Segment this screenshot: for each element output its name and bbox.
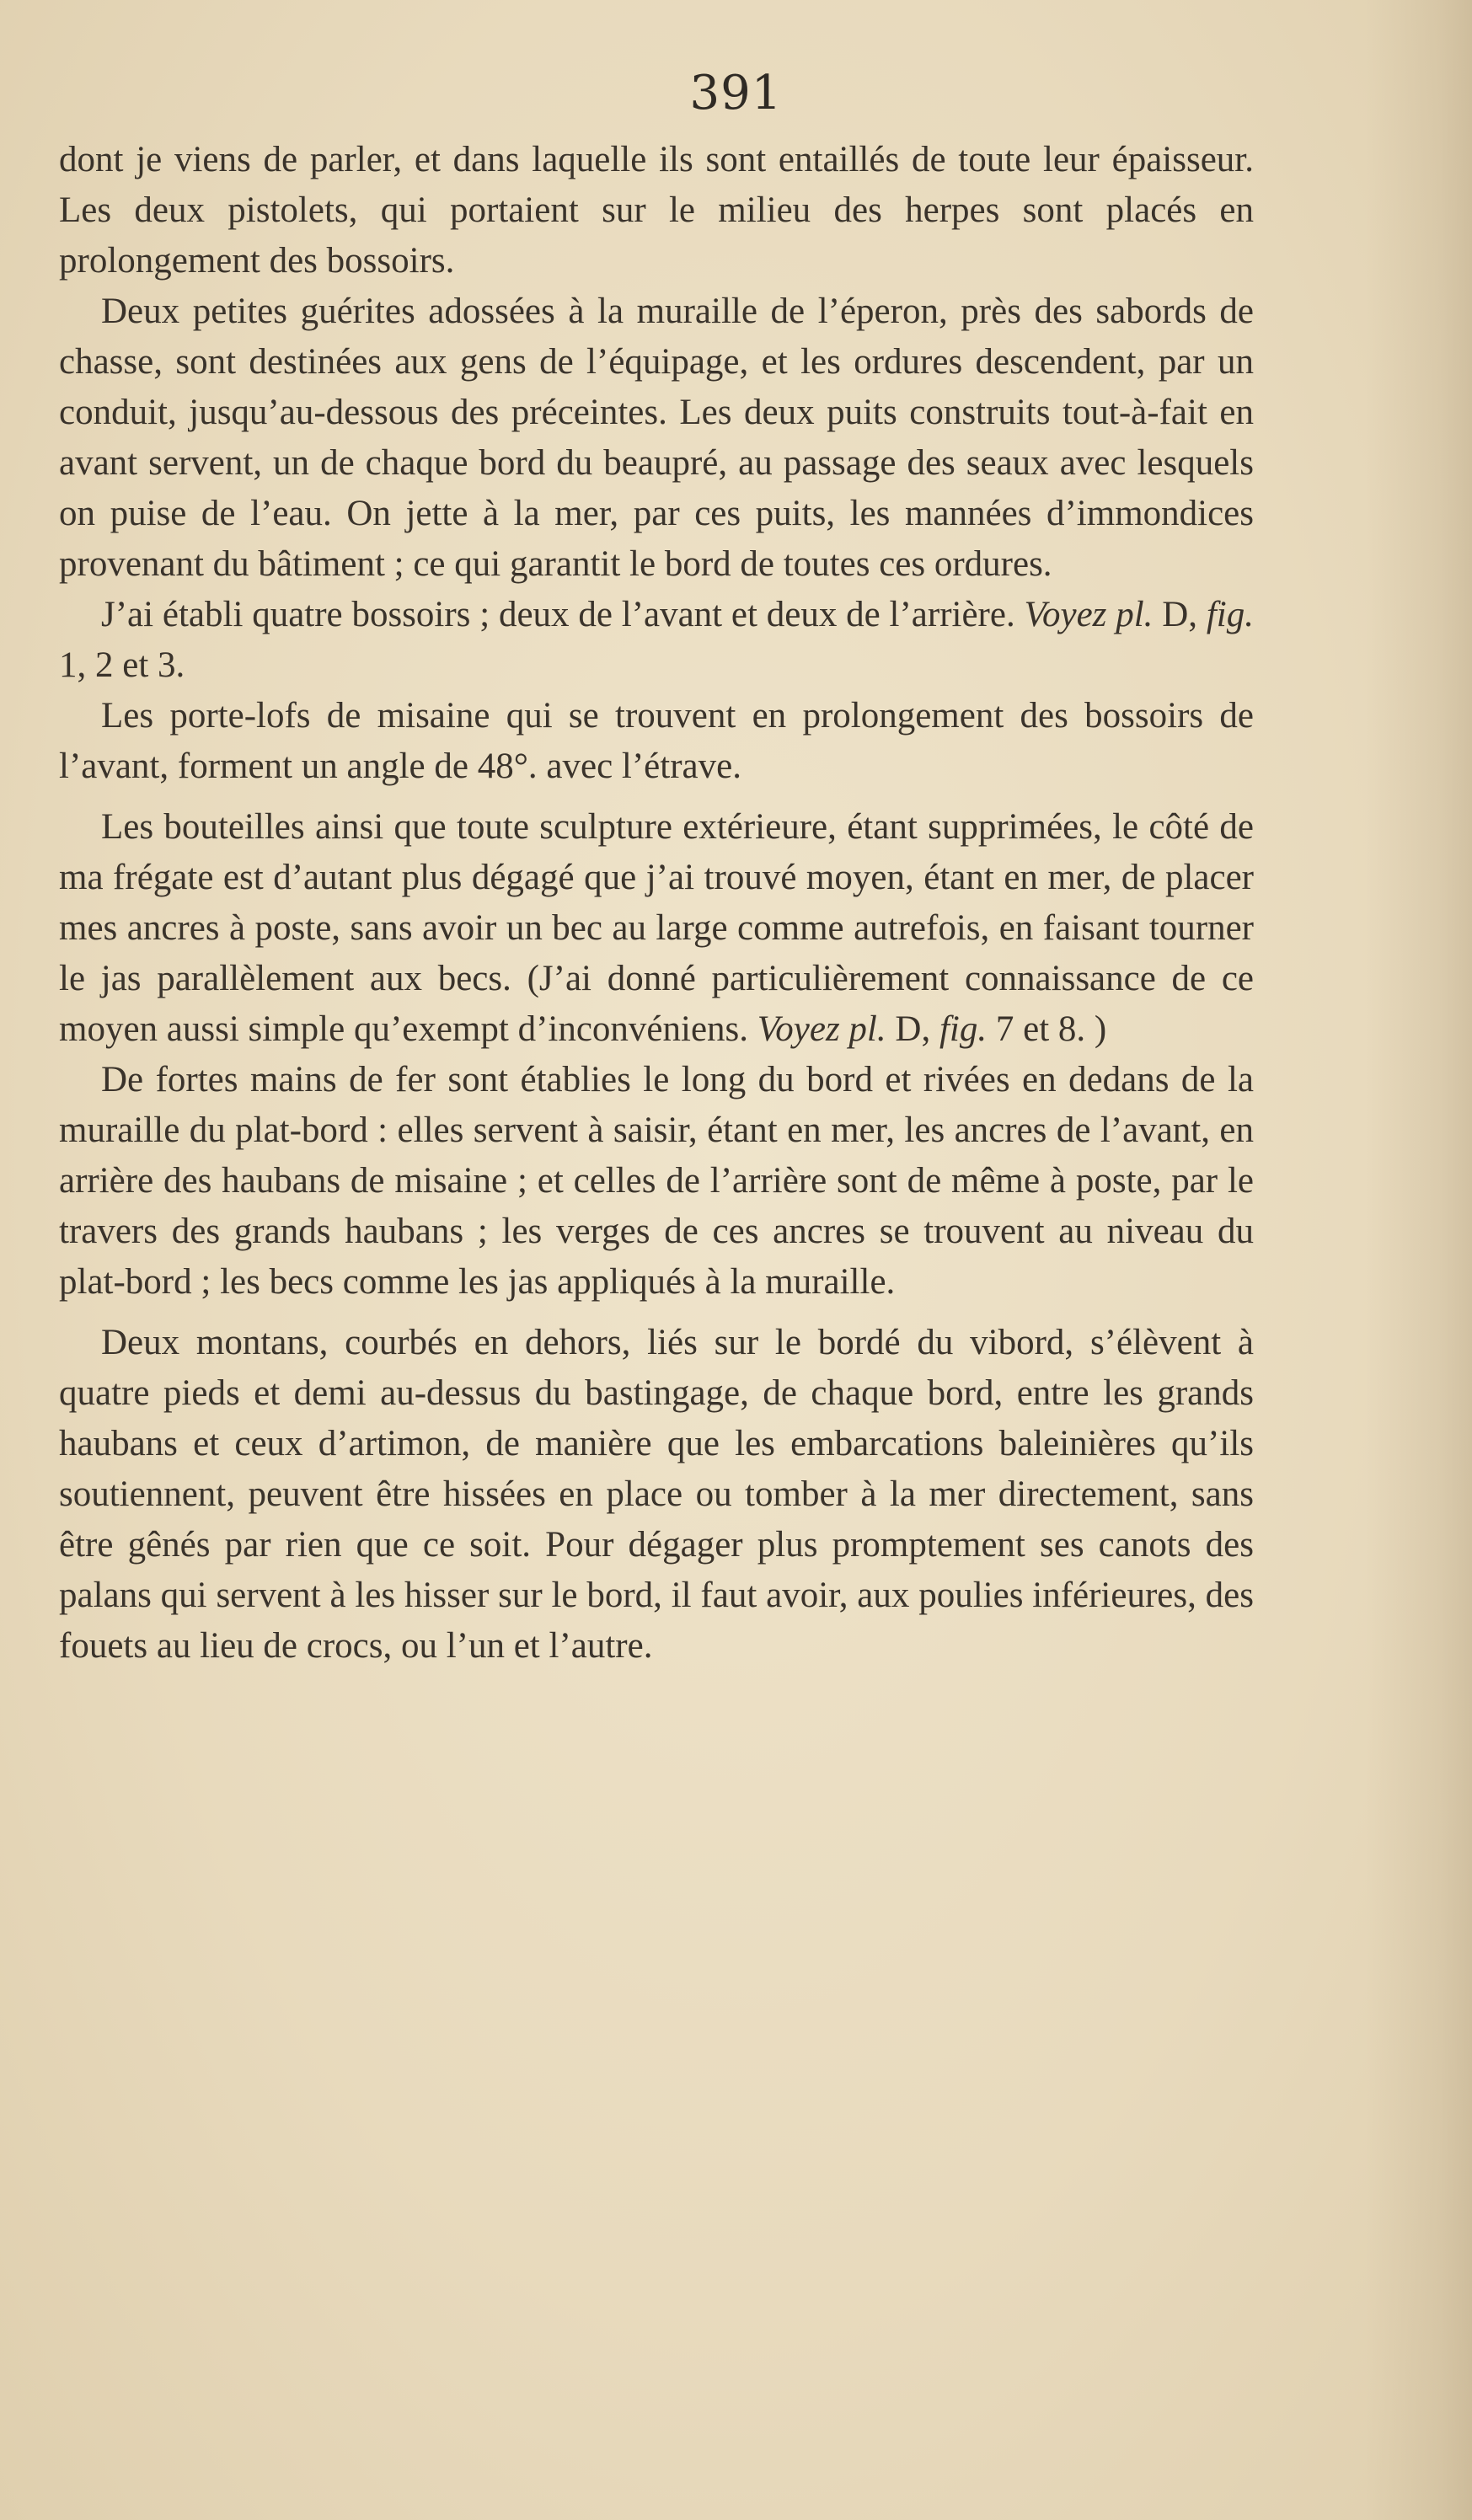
page-number: 391 xyxy=(689,66,783,120)
paragraph-3-plate: D, xyxy=(1153,595,1207,634)
paragraph-7: Deux montans, courbés en dehors, liés sur le bordé du vibord, s’élèvent à quatre pieds et demi au-dessus du bastingage, de chaque bord, entre les grands haubans et ceux d’artimon, de manière que les embarcations baleinières qu’ils soutiennent, peuvent être hissées en place ou tomber à la mer directement, sans être gênés par rien que ce soit. Pour dégager plus promptement ses canots des palans qui servent à les hisser sur le bord, il faut avoir, aux poulies inférieures, des fouets au lieu de crocs, ou l’un et l’autre. xyxy=(59,1323,1254,1666)
paragraph-2: Deux petites guérites adossées à la muraille de l’éperon, près des sabords de chasse, sont destinées aux gens de l’équipage, et les ordures descendent, par un conduit, jusqu’au-dessous des préceintes. Les deux puits construits tout-à-fait en avant servent, un de chaque bord du beaupré, au passage des seaux avec lesquels on puise de l’eau. On jette à la mer, par ces puits, les mannées d’immondices provenant du bâtiment ; ce qui garantit le bord de toutes ces ordures. xyxy=(59,292,1254,584)
reference-italic: Voyez pl. xyxy=(1024,595,1154,634)
paragraph-3-text: J’ai établi quatre bossoirs ; deux de l’avant et deux de l’arrière. xyxy=(101,595,1025,634)
paragraph-4: Les porte-lofs de misaine qui se trouvent en prolongement des bossoirs de l’avant, forment un angle de 48°. avec l’étrave. xyxy=(59,696,1254,786)
paragraph-5 xyxy=(59,802,1254,1055)
body-text xyxy=(59,135,1254,1672)
figure-italic: fig. xyxy=(1206,595,1254,634)
paragraph-1: dont je viens de parler, et dans laquelle ils sont entaillés de toute leur épaisseur. Les deux pistolets, qui portaient sur le milieu des herpes sont placés en prolongement des bossoirs. xyxy=(59,140,1254,281)
reference-italic: Voyez pl. xyxy=(757,1009,886,1049)
paragraph-5-figures: 7 et 8. ) xyxy=(987,1009,1107,1049)
figure-italic: fig. xyxy=(939,1009,988,1049)
paragraph-3-figures: 1, 2 et 3. xyxy=(59,645,185,685)
paragraph-6: De fortes mains de fer sont établies le long du bord et rivées en dedans de la muraille du plat-bord : elles servent à saisir, étant en mer, les ancres de l’avant, en arrière des haubans de misaine ; et celles de l’arrière sont de même à poste, par le travers des grands haubans ; les verges de ces ancres se trouvent au niveau du plat-bord ; les becs comme les jas appliqués à la muraille. xyxy=(59,1060,1254,1302)
paragraph-3 xyxy=(59,590,1254,691)
paragraph-5-text: Les bouteilles ainsi que toute sculpture extérieure, étant supprimées, le côté de ma frégate est d’autant plus dégagé que j’ai trouvé moyen, étant en mer, de placer mes ancres à poste, sans avoir un bec au large comme autrefois, en faisant tourner le jas parallèlement aux becs. (J’ai donné particulièrement connaissance de ce moyen aussi simple qu’exempt d’inconvéniens. xyxy=(59,807,1254,1049)
page-edge-shadow xyxy=(1365,0,1472,2520)
paragraph-5-plate: D, xyxy=(886,1009,939,1049)
